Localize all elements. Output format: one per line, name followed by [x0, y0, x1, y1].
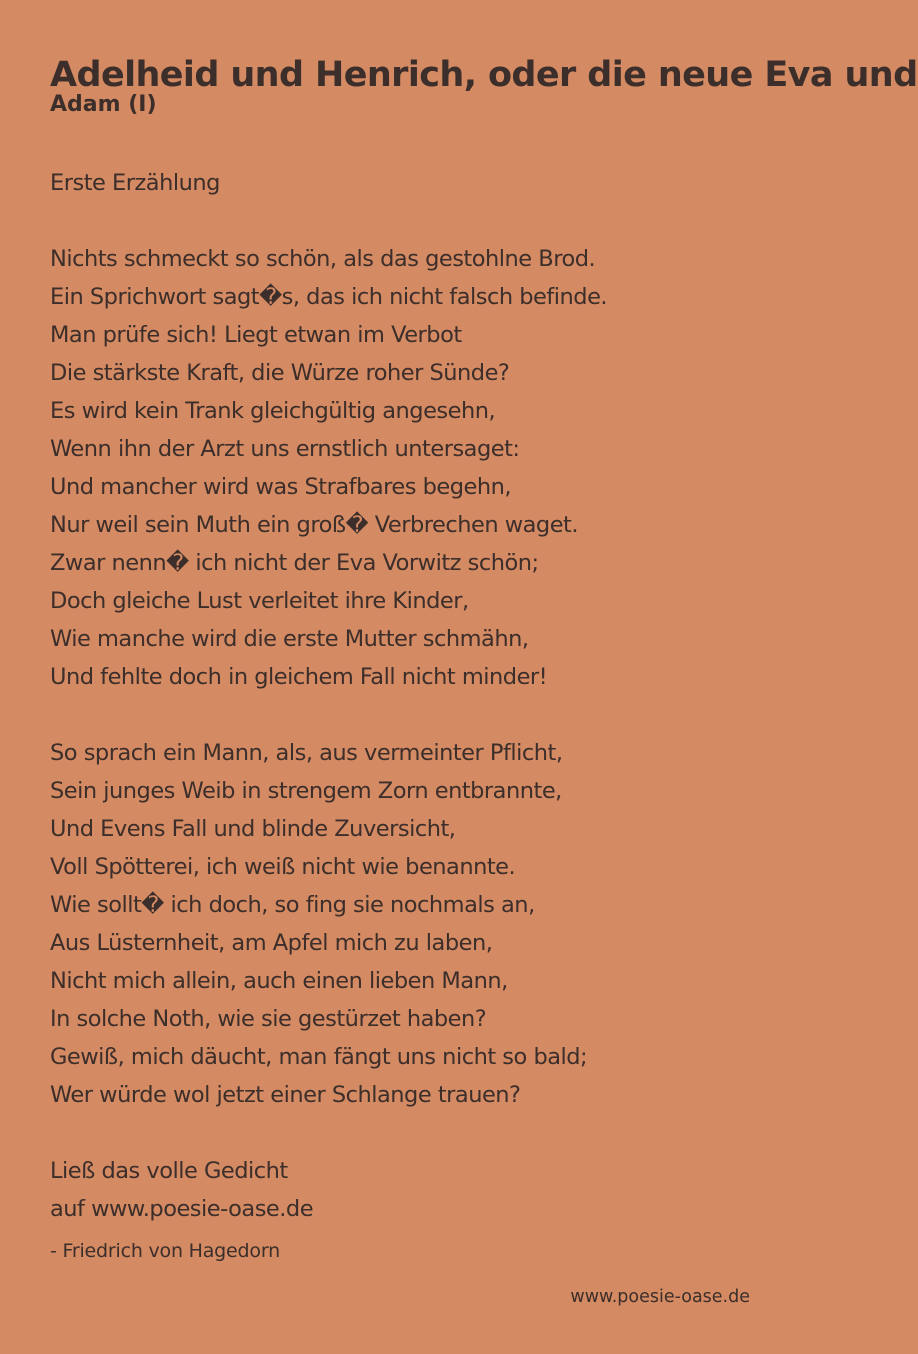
poem-line: Und Evens Fall und blinde Zuversicht, — [50, 816, 456, 842]
poem-line: Voll Spötterei, ich weiß nicht wie benannte. — [50, 854, 516, 880]
author-credit: - Friedrich von Hagedorn — [50, 1240, 280, 1262]
poem-line: Ein Sprichwort sagt�s, das ich nicht falsch befinde. — [50, 284, 608, 310]
poem-line: Nicht mich allein, auch einen lieben Mann, — [50, 968, 508, 994]
poem-line: Man prüfe sich! Liegt etwan im Verbot — [50, 322, 462, 348]
poem-subtitle: Adam (I) — [50, 92, 157, 117]
website-watermark: www.poesie-oase.de — [570, 1287, 750, 1307]
poem-line: Wie sollt� ich doch, so fing sie nochmals an, — [50, 892, 535, 918]
poem-title: Adelheid und Henrich, oder die neue Eva und — [50, 55, 918, 95]
poem-body — [50, 164, 607, 1228]
poem-line: Wenn ihn der Arzt uns ernstlich untersaget: — [50, 436, 520, 462]
poem-line: Nichts schmeckt so schön, als das gestohlne Brod. — [50, 246, 596, 272]
poem-line: So sprach ein Mann, als, aus vermeinter Pflicht, — [50, 740, 563, 766]
poem-line: auf www.poesie-oase.de — [50, 1196, 314, 1222]
poem-line: Aus Lüsternheit, am Apfel mich zu laben, — [50, 930, 493, 956]
poem-line: Erste Erzählung — [50, 170, 220, 196]
poem-line: Wer würde wol jetzt einer Schlange trauen? — [50, 1082, 521, 1108]
poem-line: Zwar nenn� ich nicht der Eva Vorwitz schön; — [50, 550, 539, 576]
poem-line: Doch gleiche Lust verleitet ihre Kinder, — [50, 588, 469, 614]
poem-line: Ließ das volle Gedicht — [50, 1158, 288, 1184]
stanza-break — [50, 202, 607, 240]
poem-line: Nur weil sein Muth ein groß� Verbrechen waget. — [50, 512, 579, 538]
poem-line: Es wird kein Trank gleichgültig angesehn, — [50, 398, 496, 424]
stanza-break — [50, 696, 607, 734]
poem-line: Die stärkste Kraft, die Würze roher Sünde? — [50, 360, 510, 386]
poem-line: Und mancher wird was Strafbares begehn, — [50, 474, 512, 500]
poem-line: Wie manche wird die erste Mutter schmähn, — [50, 626, 529, 652]
poem-line: In solche Noth, wie sie gestürzet haben? — [50, 1006, 487, 1032]
poem-line: Sein junges Weib in strengem Zorn entbrannte, — [50, 778, 562, 804]
poem-line: Gewiß, mich däucht, man fängt uns nicht so bald; — [50, 1044, 588, 1070]
poem-line: Und fehlte doch in gleichem Fall nicht minder! — [50, 664, 548, 690]
stanza-break — [50, 1114, 607, 1152]
